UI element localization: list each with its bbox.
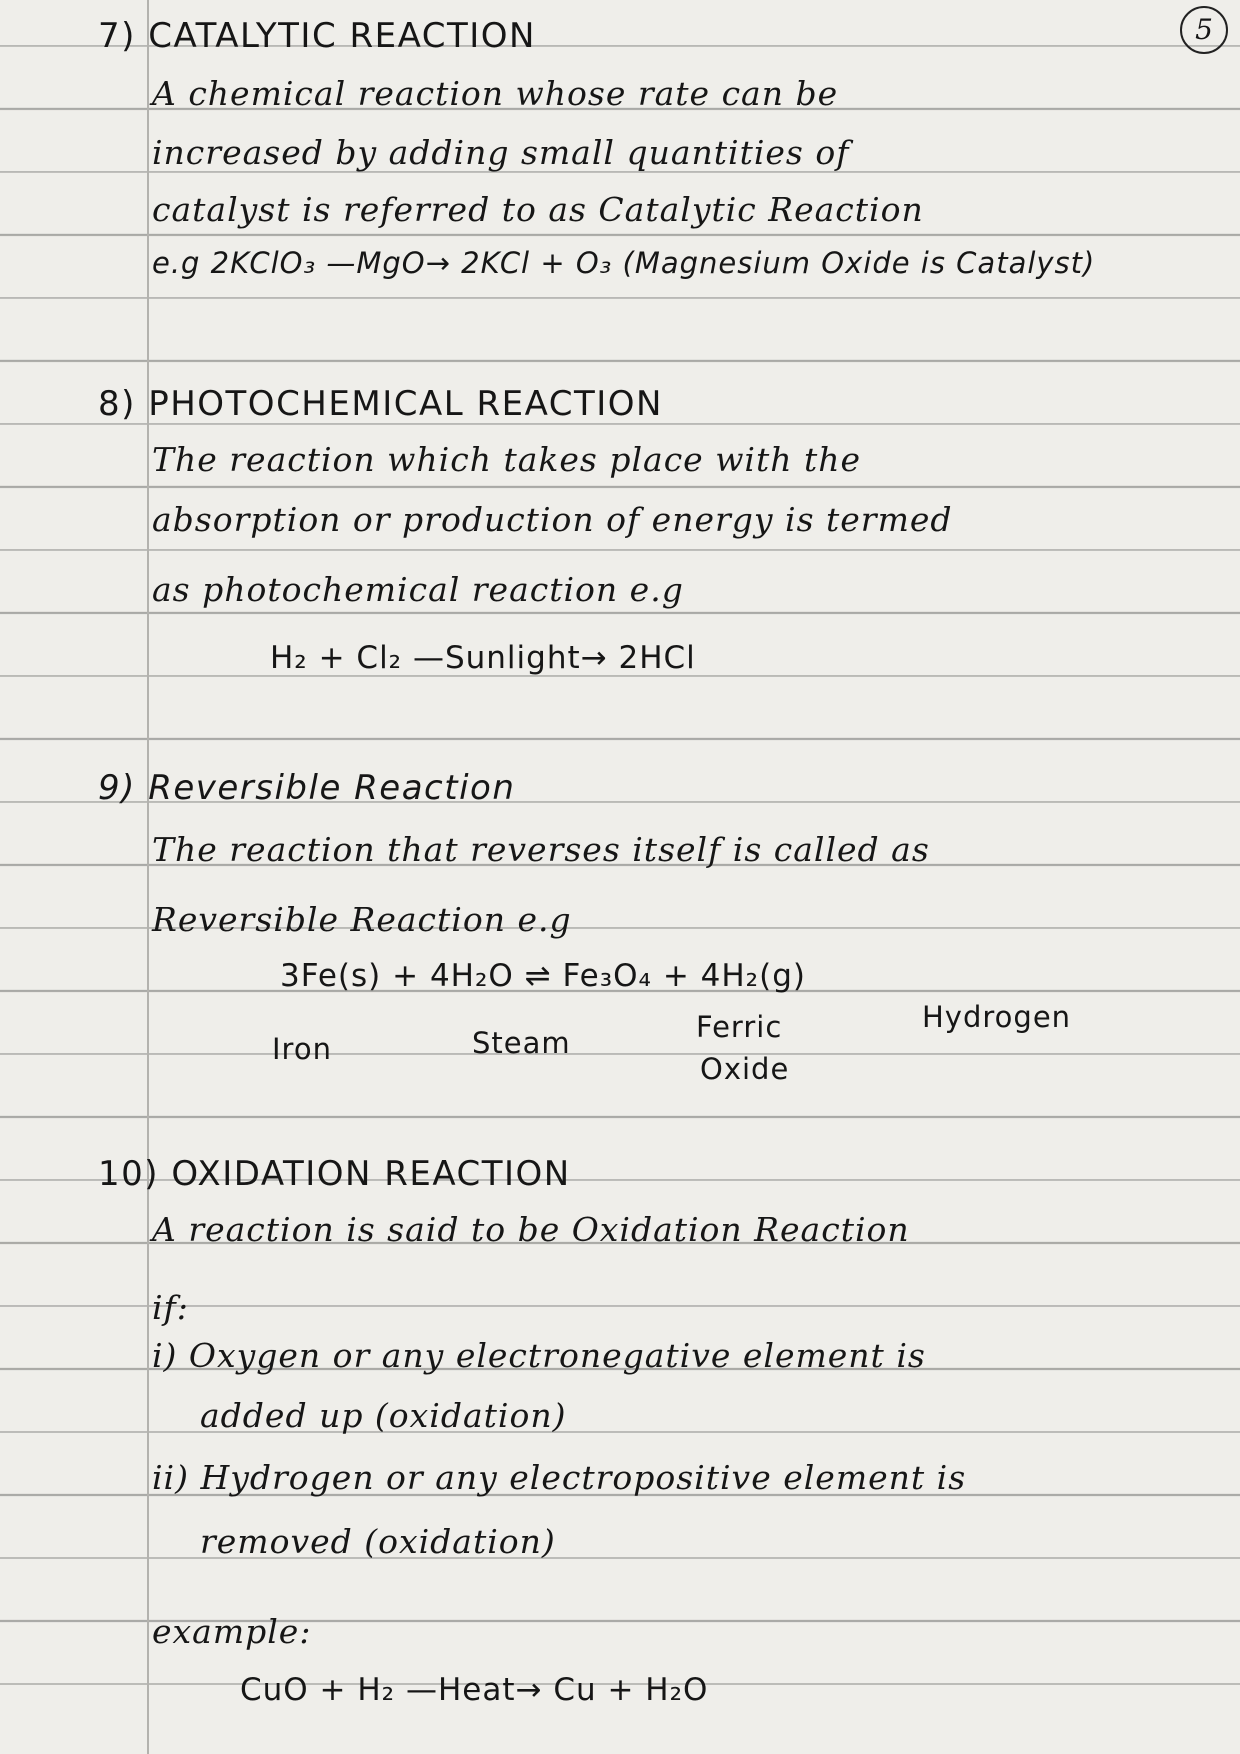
label-ferric: Ferric: [696, 1010, 783, 1044]
page-number: 5: [1180, 6, 1228, 54]
oxidation-equation: CuO + H₂ —Heat→ Cu + H₂O: [240, 1672, 709, 1708]
photochemical-equation: H₂ + Cl₂ —Sunlight→ 2HCl: [270, 640, 696, 676]
oxidation-line: if:: [152, 1288, 189, 1327]
photochemical-line: The reaction which takes place with the: [152, 440, 862, 479]
label-steam: Steam: [472, 1026, 571, 1060]
oxidation-condition: ii) Hydrogen or any electropositive element is: [152, 1458, 967, 1497]
catalytic-line: A chemical reaction whose rate can be: [152, 74, 839, 113]
catalytic-example-equation: e.g 2KClO₃ —MgO→ 2KCl + O₃ (Magnesium Oxide is Catalyst): [152, 246, 1096, 280]
reversible-heading: 9) Reversible Reaction: [98, 768, 516, 808]
photochemical-line: as photochemical reaction e.g: [152, 570, 684, 609]
catalytic-heading: 7) CATALYTIC REACTION: [98, 16, 536, 56]
reversible-line: Reversible Reaction e.g: [152, 900, 572, 939]
reversible-line: The reaction that reverses itself is called as: [152, 830, 930, 869]
photochemical-line: absorption or production of energy is termed: [152, 500, 953, 539]
catalytic-line: increased by adding small quantities of: [152, 133, 850, 172]
label-iron: Iron: [272, 1032, 332, 1066]
reversible-equation: 3Fe(s) + 4H₂O ⇌ Fe₃O₄ + 4H₂(g): [280, 958, 806, 994]
oxidation-heading: 10) OXIDATION REACTION: [98, 1154, 571, 1194]
label-hydrogen: Hydrogen: [922, 1000, 1072, 1034]
catalytic-line: catalyst is referred to as Catalytic Reaction: [152, 190, 924, 229]
oxidation-condition: added up (oxidation): [200, 1396, 567, 1435]
oxidation-line: A reaction is said to be Oxidation Reaction: [152, 1210, 910, 1249]
oxidation-condition: i) Oxygen or any electronegative element is: [152, 1336, 926, 1375]
margin-line: [147, 0, 149, 1754]
photochemical-heading: 8) PHOTOCHEMICAL REACTION: [98, 384, 663, 424]
label-oxide: Oxide: [700, 1052, 790, 1086]
oxidation-example-label: example:: [152, 1612, 312, 1651]
oxidation-condition: removed (oxidation): [200, 1522, 556, 1561]
